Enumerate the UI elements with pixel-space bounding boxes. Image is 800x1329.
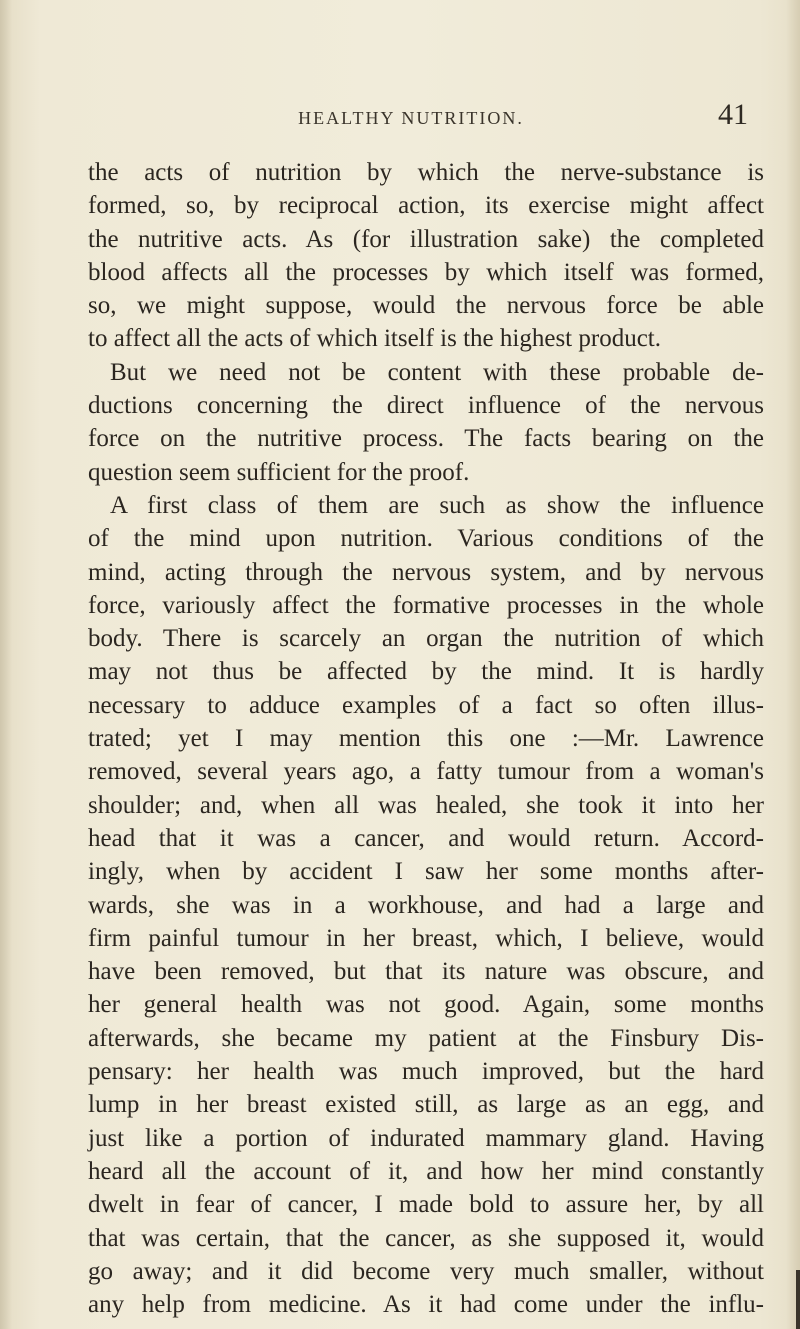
text-line: have been removed, but that its nature was obscure, and xyxy=(88,958,764,986)
text-line: may not thus be affected by the mind. It is hardly xyxy=(88,658,764,686)
text-line: removed, several years ago, a fatty tumour from a woman's xyxy=(88,758,764,786)
text-line: mind, acting through the nervous system, and by nervous xyxy=(88,558,764,586)
text-line: to affect all the acts of which itself is the highest product. xyxy=(88,325,661,353)
text-line: wards, she was in a workhouse, and had a large and xyxy=(88,891,764,919)
text-line: dwelt in fear of cancer, I made bold to assure her, by all xyxy=(88,1191,764,1219)
text-line: force, variously affect the formative processes in the whole xyxy=(88,591,764,619)
page-gutter-shadow xyxy=(0,0,12,1329)
text-line: question seem sufficient for the proof. xyxy=(88,458,470,486)
text-line: go away; and it did become very much smaller, without xyxy=(88,1257,764,1285)
text-line: heard all the account of it, and how her mind constantly xyxy=(88,1157,764,1185)
text-line: that was certain, that the cancer, as she supposed it, would xyxy=(88,1224,764,1252)
text-line: firm painful tumour in her breast, which, I believe, would xyxy=(88,924,764,952)
text-line: so, we might suppose, would the nervous force be able xyxy=(88,292,764,320)
text-line: A first class of them are such as show the influence xyxy=(110,491,764,519)
page-edge-shadow xyxy=(786,0,800,1329)
text-line: ingly, when by accident I saw her some months after- xyxy=(88,858,764,886)
running-head: HEALTHY NUTRITION. xyxy=(298,108,524,128)
text-line: blood affects all the processes by which itself was formed, xyxy=(88,258,764,286)
page-header xyxy=(66,94,756,134)
text-line: of the mind upon nutrition. Various conditions of the xyxy=(88,525,764,553)
text-line: the acts of nutrition by which the nerve-substance is xyxy=(88,159,764,186)
text-line: trated; yet I may mention this one :—Mr. Lawrence xyxy=(88,725,764,753)
text-line: necessary to adduce examples of a fact so often illus- xyxy=(88,691,764,719)
text-line: any help from medicine. As it had come under the influ- xyxy=(88,1291,764,1319)
text-line: formed, so, by reciprocal action, its exercise might affect xyxy=(88,192,764,220)
text-line: afterwards, she became my patient at the Finsbury Dis- xyxy=(88,1024,764,1052)
text-line: But we need not be content with these probable de- xyxy=(110,358,764,386)
text-line: body. There is scarcely an organ the nutrition of which xyxy=(88,625,764,653)
text-line: force on the nutritive process. The facts bearing on the xyxy=(88,425,764,453)
text-line: her general health was not good. Again, some months xyxy=(88,991,764,1019)
text-line: just like a portion of indurated mammary gland. Having xyxy=(88,1124,764,1152)
page-number: 41 xyxy=(718,98,748,131)
text-line: lump in her breast existed still, as large as an egg, and xyxy=(88,1091,764,1119)
text-line: head that it was a cancer, and would return. Accord- xyxy=(88,824,764,852)
text-line: pensary: her health was much improved, but the hard xyxy=(88,1058,764,1086)
text-line: the nutritive acts. As (for illustration sake) the completed xyxy=(88,225,764,253)
body-text xyxy=(88,156,764,1321)
text-line: shoulder; and, when all was healed, she took it into her xyxy=(88,791,764,819)
text-line: ductions concerning the direct influence of the nervous xyxy=(88,392,764,420)
page-edge-mark xyxy=(796,1270,800,1329)
